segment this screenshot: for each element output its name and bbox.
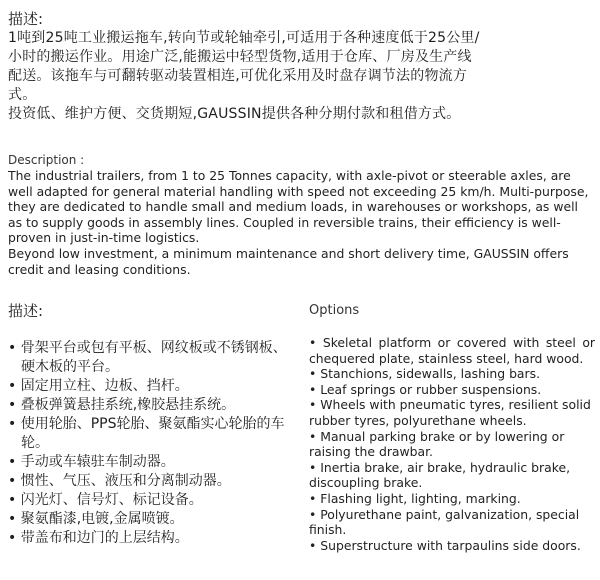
zh-description-line: 1吨到25吨工业搬运拖车,转向节或轮轴牵引,可适用于各种速度低于25公里/ (8, 30, 480, 46)
en-options-title: Options (309, 303, 360, 318)
en-description-section (8, 153, 594, 277)
en-description-line: credit and leasing conditions. (8, 261, 191, 277)
zh-option-item: • 叠板弹簧悬挂系统,橡胶悬挂系统。 (8, 396, 296, 415)
zh-option-item: • 惯性、气压、液压和分离制动器。 (8, 472, 296, 491)
en-option-item: • Superstructure with tarpaulins side doors. (309, 538, 595, 554)
zh-option-item: • 使用轮胎、PPS轮胎、聚氨酯实心轮胎的车轮。 (8, 415, 296, 453)
zh-option-item: • 手动或车辕驻车制动器。 (8, 453, 296, 472)
zh-option-item: • 骨架平台或包有平板、网纹板或不锈钢板、硬木板的平台。 (8, 339, 296, 377)
en-options-section (309, 302, 595, 553)
en-option-item: • Manual parking brake or by lowering or raising the drawbar. (309, 429, 595, 460)
en-option-item: • Stanchions, sidewalls, lashing bars. (309, 366, 595, 382)
zh-option-item: • 聚氨酯漆,电镀,金属喷镀。 (8, 510, 296, 529)
zh-options-section (8, 302, 296, 548)
en-option-item: • Wheels with pneumatic tyres, resilient solid rubber tyres, polyurethane wheels. (309, 397, 595, 428)
en-description-line: proven in just-in-time logistics. (8, 230, 200, 246)
zh-option-item: • 闪光灯、信号灯、标记设备。 (8, 491, 296, 510)
zh-description-line: 小时的搬运作业。用途广泛,能搬运中轻型货物,适用于仓库、厂房及生产线 (8, 49, 472, 65)
zh-option-item: • 带盖布和边门的上层结构。 (8, 529, 296, 548)
en-description-line: The industrial trailers, from 1 to 25 Tonnes capacity, with axle-pivot or steerable axles, are (8, 168, 571, 183)
en-description-title: Description : (8, 153, 85, 167)
zh-description-line: 配送。该拖车与可翻转驱动装置相连,可优化采用及时盘存调节法的物流方 (8, 68, 468, 84)
zh-description-section (8, 10, 594, 124)
en-option-item: • Inertia brake, air brake, hydraulic brake, discoupling brake. (309, 460, 595, 491)
zh-option-item: • 固定用立柱、边板、挡杆。 (8, 377, 296, 396)
en-option-item: • Skeletal platform or covered with steel or chequered plate, stainless steel, hard wood. (309, 335, 595, 366)
zh-description-line: 式。 (8, 87, 37, 103)
en-option-item: • Polyurethane paint, galvanization, special finish. (309, 507, 595, 538)
zh-description-line: 投资低、维护方便、交货期短,GAUSSIN提供各种分期付款和租借方式。 (8, 106, 461, 122)
en-description-line: well adapted for general material handling with speed not exceeding 25 km/h. Multi-purpose, (8, 183, 589, 199)
en-description-line: Beyond low investment, a minimum maintenance and short delivery time, GAUSSIN offers (8, 245, 569, 261)
en-option-item: • Leaf springs or rubber suspensions. (309, 382, 595, 398)
en-option-item: • Flashing light, lighting, marking. (309, 491, 595, 507)
en-description-line: they are dedicated to handle small and medium loads, in warehouses or workshops, as well (8, 199, 578, 215)
en-description-line: as to supply goods in assembly lines. Coupled in reversible trains, their efficiency is well- (8, 214, 561, 230)
zh-options-title: 描述: (8, 302, 44, 320)
zh-description-title: 描述: (8, 10, 44, 28)
